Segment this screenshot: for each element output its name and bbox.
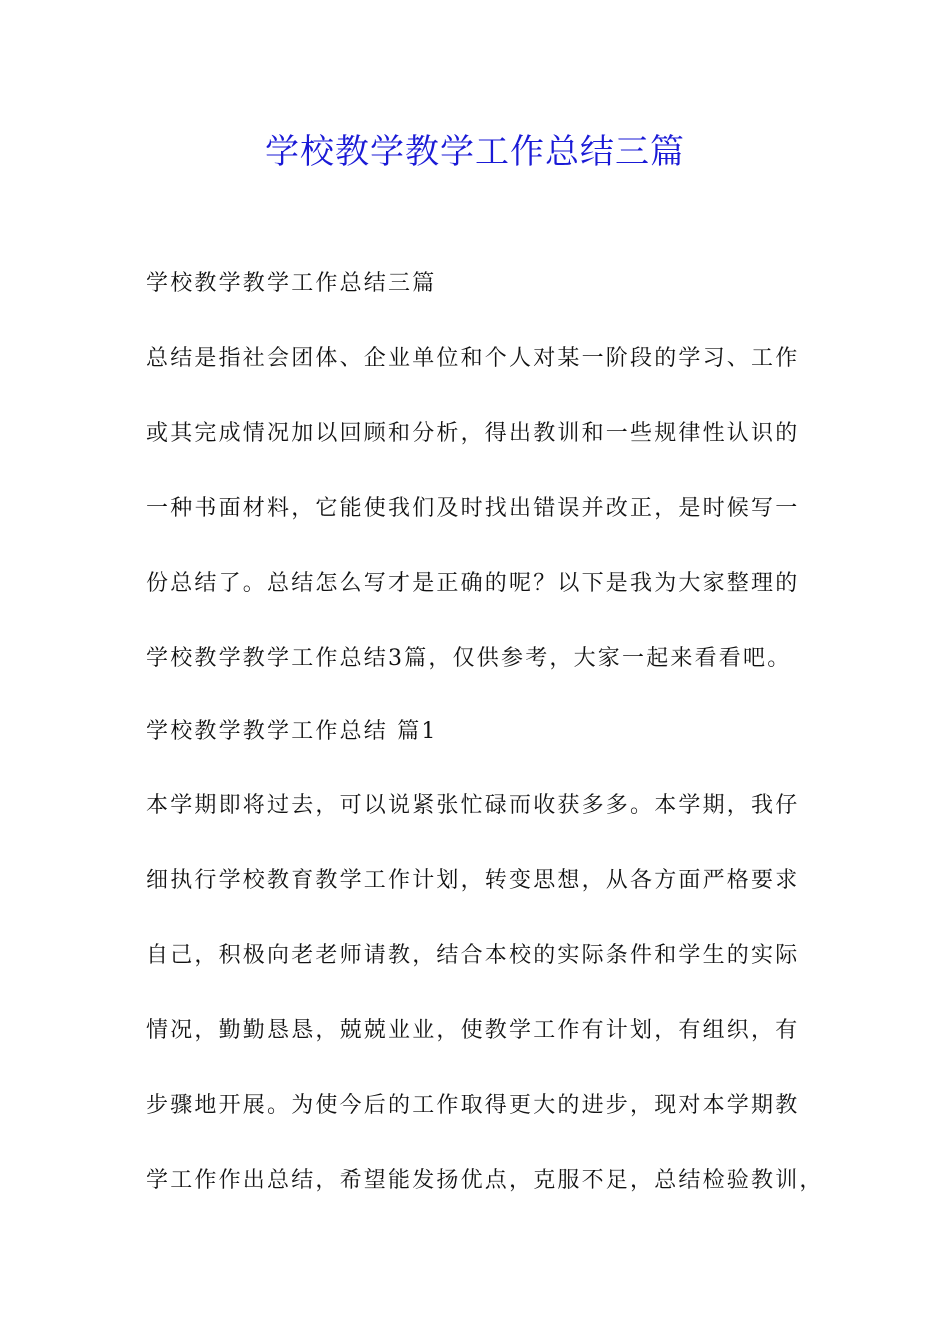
paragraph-line: 学校教学教学工作总结3篇，仅供参考，大家一起来看看吧。: [146, 646, 792, 671]
paragraph-line: 或其完成情况加以回顾和分析，得出教训和一些规律性认识的: [146, 421, 800, 446]
section-heading: 学校教学教学工作总结 篇1: [146, 719, 438, 744]
subtitle-line: 学校教学教学工作总结三篇: [146, 271, 437, 296]
paragraph-line: 份总结了。总结怎么写才是正确的呢？以下是我为大家整理的: [146, 571, 800, 596]
paragraph-line: 学工作作出总结，希望能发扬优点，克服不足，总结检验教训，: [146, 1168, 824, 1193]
paragraph-line: 情况，勤勤恳恳，兢兢业业，使教学工作有计划，有组织，有: [146, 1018, 800, 1043]
paragraph-line: 一种书面材料，它能使我们及时找出错误并改正，是时候写一: [146, 496, 800, 521]
paragraph-line: 总结是指社会团体、企业单位和个人对某一阶段的学习、工作: [146, 346, 800, 371]
paragraph-line: 本学期即将过去，可以说紧张忙碌而收获多多。本学期，我仔: [146, 793, 800, 818]
paragraph-line: 细执行学校教育教学工作计划，转变思想，从各方面严格要求: [146, 868, 800, 893]
paragraph-line: 自己，积极向老老师请教，结合本校的实际条件和学生的实际: [146, 943, 800, 968]
document-title: 学校教学教学工作总结三篇: [265, 132, 685, 172]
paragraph-line: 步骤地开展。为使今后的工作取得更大的进步，现对本学期教: [146, 1093, 800, 1118]
